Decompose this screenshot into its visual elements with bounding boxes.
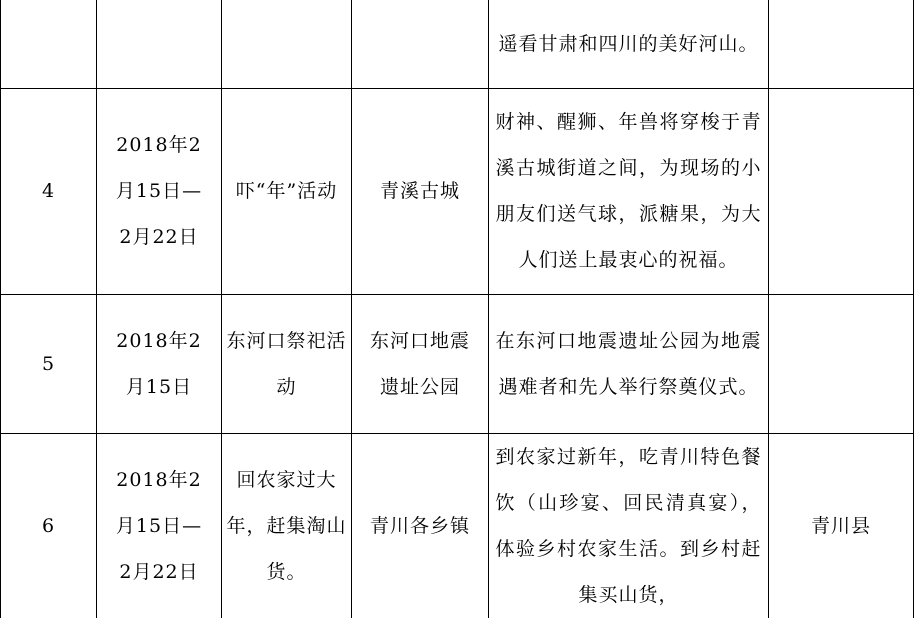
table-row [1,294,914,433]
activity-cell [222,433,352,618]
event-description: 在东河口地震遗址公园为地震遇难者和先人举行祭奠仪式。 [495,329,762,398]
description-cell [489,88,769,294]
description-cell [489,433,769,618]
event-date: 2018年2月15日—2月22日 [115,468,203,583]
event-location: 东河口地震遗址公园 [369,329,470,398]
row-number-cell [1,294,97,433]
event-location: 青溪古城 [379,180,460,202]
location-cell [352,433,489,618]
activity-name: 回农家过大年，赶集淘山货。 [226,468,347,583]
row-number-cell [1,433,97,618]
event-location: 青川各乡镇 [369,514,470,537]
table-row [1,88,914,294]
location-cell [352,294,489,433]
event-description: 财神、醒狮、年兽将穿梭于青溪古城街道之间，为现场的小朋友们送气球，派糖果，为大人们送上最衷心的祝福。 [495,111,762,271]
activity-cell [222,294,352,433]
county-cell [769,0,914,88]
activity-name: 吓“年”活动 [235,180,338,202]
date-cell [97,0,222,88]
row-number: 5 [41,352,56,375]
location-cell [352,88,489,294]
table-row [1,0,914,88]
description-cell [489,0,769,88]
date-cell [97,88,222,294]
row-number: 4 [41,180,56,202]
table-row [1,433,914,618]
activity-cell [222,0,352,88]
county-cell [769,294,914,433]
description-cell [489,294,769,433]
row-number-cell [1,88,97,294]
county-name: 青川县 [810,514,871,537]
event-description: 遥看甘肃和四川的美好河山。 [498,32,759,55]
event-date: 2018年2月15日 [116,329,202,398]
county-cell [769,88,914,294]
date-cell [97,294,222,433]
activity-name: 东河口祭祀活动 [226,329,347,398]
event-description: 到农家过新年，吃青川特色餐饮（山珍宴、回民清真宴），体验乡村农家生活。到乡村赶集买山货， [495,445,762,606]
date-cell [97,433,222,618]
row-number-cell [1,0,97,88]
activity-cell [222,88,352,294]
event-date: 2018年2月15日—2月22日 [115,134,203,248]
county-cell [769,433,914,618]
location-cell [352,0,489,88]
row-number: 6 [41,514,56,537]
